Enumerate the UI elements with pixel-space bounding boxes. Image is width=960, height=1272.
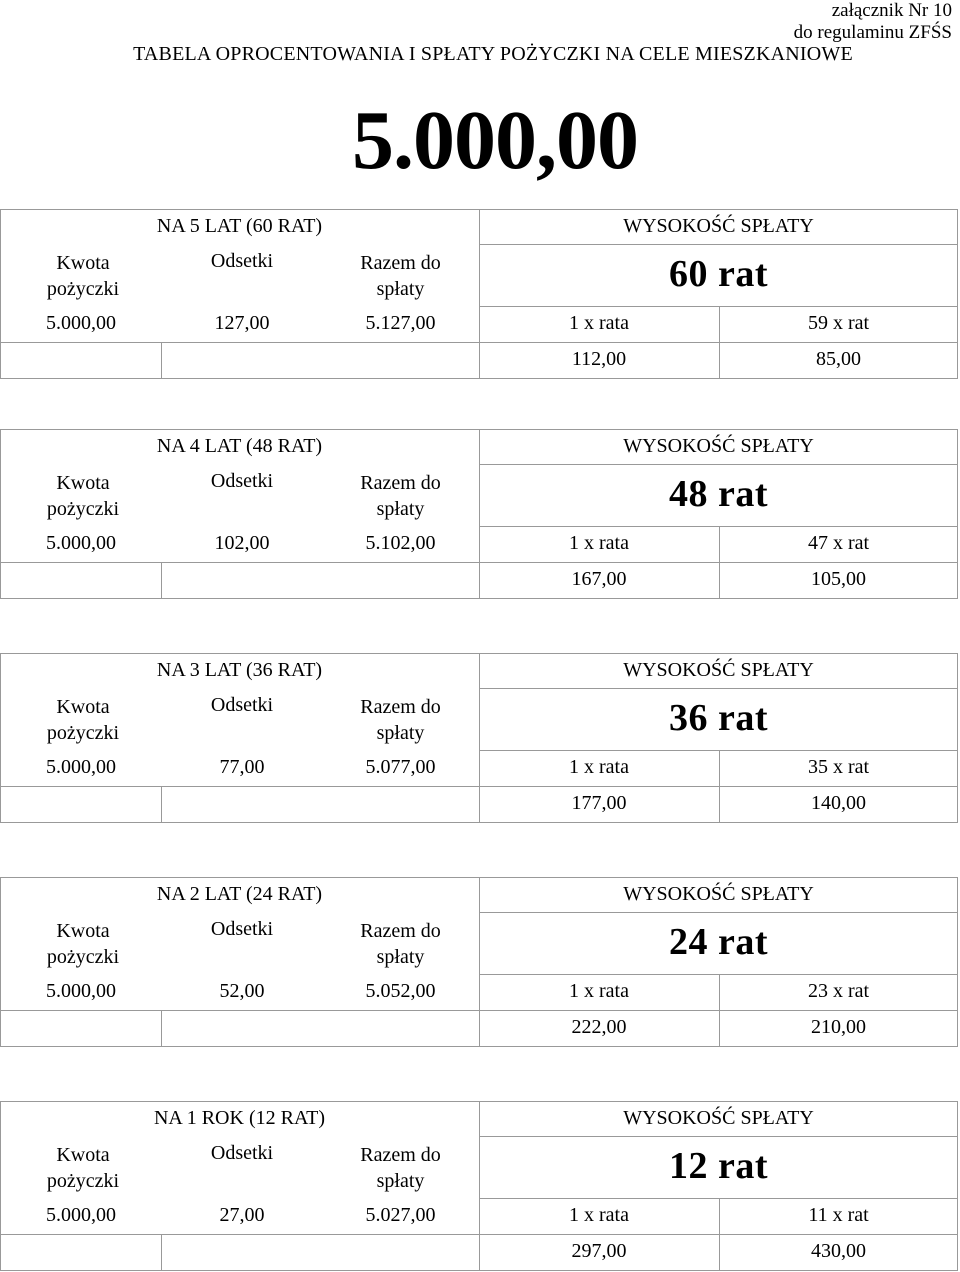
interest-value: 52,00 [219,980,265,1002]
annex-line-2: do regulaminu ZFŚS [793,22,952,43]
document-title: TABELA OPROCENTOWANIA I SPŁATY POŻYCZKI NA CELE MIESZKANIOWE [133,43,853,65]
total-header-line-1: Razem do [360,1144,441,1166]
period-label: NA 2 LAT (24 RAT) [156,883,323,905]
period-label: NA 1 ROK (12 RAT) [153,1107,326,1129]
loan-amount-header-line-2: pożyczki [46,1170,120,1192]
loan-amount-header [0,918,166,970]
interest-header: Odsetki [210,918,274,940]
total-value: 5.052,00 [365,980,436,1002]
loan-amount-header-line-1: Kwota [56,696,110,718]
total-header-line-1: Razem do [360,696,441,718]
loan-amount-header [0,250,166,302]
first-installment-value: 112,00 [571,348,627,370]
remaining-installments-label: 35 x rat [807,756,870,778]
first-installment-value: 177,00 [571,792,627,814]
loan-amount-header [0,1142,166,1194]
total-header-line-1: Razem do [360,472,441,494]
total-value: 5.027,00 [365,1204,436,1226]
first-installment-label: 1 x rata [569,756,629,778]
repayment-heading: WYSOKOŚĆ SPŁATY [623,883,814,905]
total-header-line-2: spłaty [376,278,425,300]
remaining-installments-label: 47 x rat [807,532,870,554]
total-header [322,1142,479,1194]
loan-amount-header-line-2: pożyczki [46,498,120,520]
first-installment-value: 222,00 [571,1016,627,1038]
remaining-installment-value: 85,00 [816,348,861,370]
total-header-line-2: spłaty [376,722,425,744]
loan-amount-value: 5.000,00 [46,756,116,778]
total-header-line-2: spłaty [376,1170,425,1192]
loan-amount-header-line-1: Kwota [56,1144,110,1166]
total-value: 5.102,00 [365,532,436,554]
total-header [322,250,479,302]
remaining-installment-value: 140,00 [811,792,866,814]
remaining-installment-value: 105,00 [811,568,866,590]
total-header-line-2: spłaty [376,946,425,968]
remaining-installments-label: 23 x rat [807,980,870,1002]
period-label: NA 5 LAT (60 RAT) [156,215,323,237]
repayment-table-2 [0,429,958,599]
installments-count: 48 rat [668,473,769,515]
interest-value: 27,00 [219,1204,265,1226]
loan-amount-value: 5.000,00 [46,312,116,334]
interest-value: 77,00 [219,756,265,778]
installments-count: 60 rat [668,253,769,295]
total-header [322,470,479,522]
loan-amount-header-line-1: Kwota [56,920,110,942]
remaining-installment-value: 430,00 [811,1240,866,1262]
repayment-table-5 [0,1101,958,1271]
total-value: 5.077,00 [365,756,436,778]
repayment-heading: WYSOKOŚĆ SPŁATY [623,659,814,681]
loan-amount-header-line-2: pożyczki [46,278,120,300]
period-label: NA 4 LAT (48 RAT) [156,435,323,457]
interest-header: Odsetki [210,250,274,272]
first-installment-label: 1 x rata [569,532,629,554]
loan-amount-header [0,694,166,746]
loan-amount-header-line-1: Kwota [56,472,110,494]
loan-amount-value: 5.000,00 [46,532,116,554]
remaining-installments-label: 11 x rat [808,1204,869,1226]
annex-line-1: załącznik Nr 10 [831,0,952,21]
interest-header: Odsetki [210,470,274,492]
repayment-table-1 [0,209,958,379]
loan-amount-header-line-2: pożyczki [46,946,120,968]
total-header-line-1: Razem do [360,920,441,942]
repayment-heading: WYSOKOŚĆ SPŁATY [623,215,814,237]
remaining-installment-value: 210,00 [811,1016,866,1038]
interest-header: Odsetki [210,694,274,716]
first-installment-value: 167,00 [571,568,627,590]
repayment-heading: WYSOKOŚĆ SPŁATY [623,1107,814,1129]
total-header-line-2: spłaty [376,498,425,520]
loan-amount-heading: 5.000,00 [352,94,638,187]
repayment-heading: WYSOKOŚĆ SPŁATY [623,435,814,457]
interest-value: 102,00 [214,532,270,554]
first-installment-label: 1 x rata [569,1204,629,1226]
installments-count: 24 rat [668,921,769,963]
total-header [322,918,479,970]
installments-count: 36 rat [668,697,769,739]
loan-amount-header-line-2: pożyczki [46,722,120,744]
total-value: 5.127,00 [365,312,436,334]
interest-value: 127,00 [214,312,270,334]
repayment-table-4 [0,877,958,1047]
period-label: NA 3 LAT (36 RAT) [156,659,323,681]
installments-count: 12 rat [668,1145,769,1187]
repayment-table-3 [0,653,958,823]
first-installment-label: 1 x rata [569,980,629,1002]
total-header [322,694,479,746]
loan-amount-header-line-1: Kwota [56,252,110,274]
loan-amount-value: 5.000,00 [46,980,116,1002]
remaining-installments-label: 59 x rat [807,312,870,334]
loan-amount-value: 5.000,00 [46,1204,116,1226]
total-header-line-1: Razem do [360,252,441,274]
loan-amount-header [0,470,166,522]
interest-header: Odsetki [210,1142,274,1164]
first-installment-label: 1 x rata [569,312,629,334]
first-installment-value: 297,00 [571,1240,627,1262]
annex-note [794,0,952,44]
